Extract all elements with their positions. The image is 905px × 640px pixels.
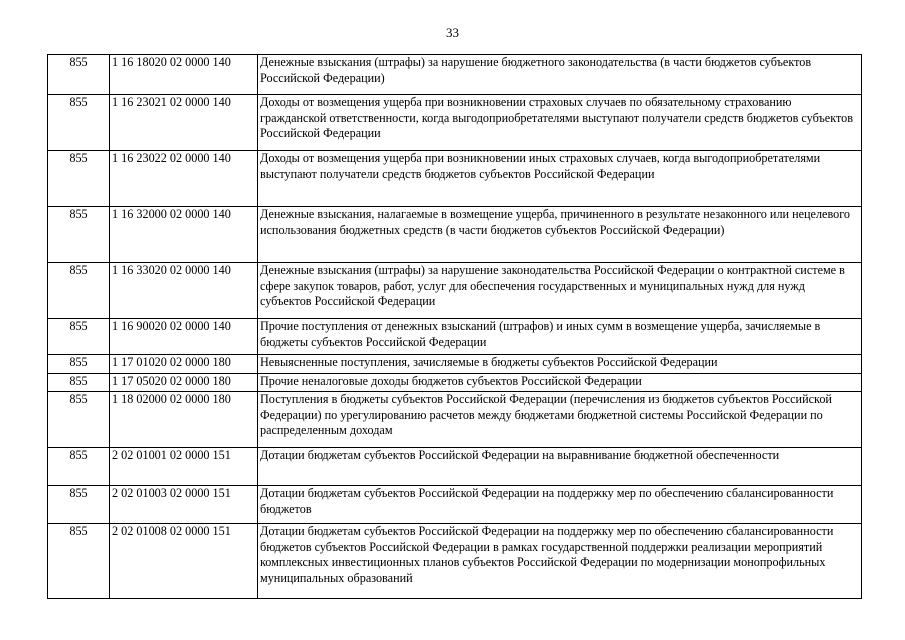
table-row — [48, 151, 862, 207]
admin-code-cell: 855 — [48, 319, 110, 355]
table-row — [48, 448, 862, 486]
budget-code-cell: 2 02 01003 02 0000 151 — [110, 486, 258, 524]
revenue-name-cell: Доходы от возмещения ущерба при возникновении страховых случаев по обязательному страхованию гражданской ответственности, когда выгодоприобретателями выступают получатели средств бюджетов субъектов Российской Федерации — [258, 95, 862, 151]
admin-code-cell: 855 — [48, 263, 110, 319]
budget-code-cell: 1 16 23022 02 0000 140 — [110, 151, 258, 207]
table-row — [48, 392, 862, 448]
admin-code-cell: 855 — [48, 207, 110, 263]
budget-code-cell: 1 16 18020 02 0000 140 — [110, 55, 258, 95]
table-row — [48, 55, 862, 95]
budget-code-cell: 1 16 32000 02 0000 140 — [110, 207, 258, 263]
revenue-name-cell: Денежные взыскания (штрафы) за нарушение бюджетного законодательства (в части бюджетов субъектов Российской Федерации) — [258, 55, 862, 95]
table-row — [48, 355, 862, 374]
revenue-name-cell: Прочие неналоговые доходы бюджетов субъектов Российской Федерации — [258, 373, 862, 392]
budget-code-cell: 2 02 01008 02 0000 151 — [110, 524, 258, 599]
revenue-name-cell: Дотации бюджетам субъектов Российской Федерации на поддержку мер по обеспечению сбалансированности бюджетов субъектов Российской Федерации в рамках государственной поддержки реализации мероприятий комплексных инвестиционных планов субъектов Российской Федерации по модернизации монопрофильных муниципальных образований — [258, 524, 862, 599]
table-row — [48, 319, 862, 355]
table-row — [48, 524, 862, 599]
budget-code-cell: 1 17 01020 02 0000 180 — [110, 355, 258, 374]
admin-code-cell: 855 — [48, 392, 110, 448]
budget-code-cell: 1 16 33020 02 0000 140 — [110, 263, 258, 319]
table-row — [48, 373, 862, 392]
page-number: 33 — [446, 25, 459, 40]
budget-code-cell: 1 18 02000 02 0000 180 — [110, 392, 258, 448]
revenue-name-cell: Дотации бюджетам субъектов Российской Федерации на выравнивание бюджетной обеспеченности — [258, 448, 862, 486]
table-row — [48, 207, 862, 263]
admin-code-cell: 855 — [48, 95, 110, 151]
revenue-name-cell: Денежные взыскания (штрафы) за нарушение законодательства Российской Федерации о контрактной системе в сфере закупок товаров, работ, услуг для обеспечения государственных и муниципальных нужд для нужд субъектов Российской Федерации — [258, 263, 862, 319]
table-row — [48, 486, 862, 524]
budget-code-cell: 2 02 01001 02 0000 151 — [110, 448, 258, 486]
table-row — [48, 263, 862, 319]
revenue-name-cell: Поступления в бюджеты субъектов Российской Федерации (перечисления из бюджетов субъектов Российской Федерации) по урегулированию расчетов между бюджетами бюджетной системы Российской Федерации по распределенным доходам — [258, 392, 862, 448]
admin-code-cell: 855 — [48, 355, 110, 374]
revenue-name-cell: Доходы от возмещения ущерба при возникновении иных страховых случаев, когда выгодоприобретателями выступают получатели средств бюджетов субъектов Российской Федерации — [258, 151, 862, 207]
budget-code-cell: 1 16 23021 02 0000 140 — [110, 95, 258, 151]
revenue-name-cell: Прочие поступления от денежных взысканий (штрафов) и иных сумм в возмещение ущерба, зачисляемые в бюджеты субъектов Российской Федерации — [258, 319, 862, 355]
admin-code-cell: 855 — [48, 55, 110, 95]
budget-code-cell: 1 16 90020 02 0000 140 — [110, 319, 258, 355]
admin-code-cell: 855 — [48, 448, 110, 486]
table-row — [48, 95, 862, 151]
revenue-name-cell: Дотации бюджетам субъектов Российской Федерации на поддержку мер по обеспечению сбалансированности бюджетов — [258, 486, 862, 524]
revenue-name-cell: Невыясненные поступления, зачисляемые в бюджеты субъектов Российской Федерации — [258, 355, 862, 374]
budget-code-cell: 1 17 05020 02 0000 180 — [110, 373, 258, 392]
admin-code-cell: 855 — [48, 524, 110, 599]
admin-code-cell: 855 — [48, 373, 110, 392]
revenue-codes-table — [47, 54, 862, 599]
admin-code-cell: 855 — [48, 151, 110, 207]
revenue-name-cell: Денежные взыскания, налагаемые в возмещение ущерба, причиненного в результате незаконного или нецелевого использования бюджетных средств (в части бюджетов субъектов Российской Федерации) — [258, 207, 862, 263]
admin-code-cell: 855 — [48, 486, 110, 524]
